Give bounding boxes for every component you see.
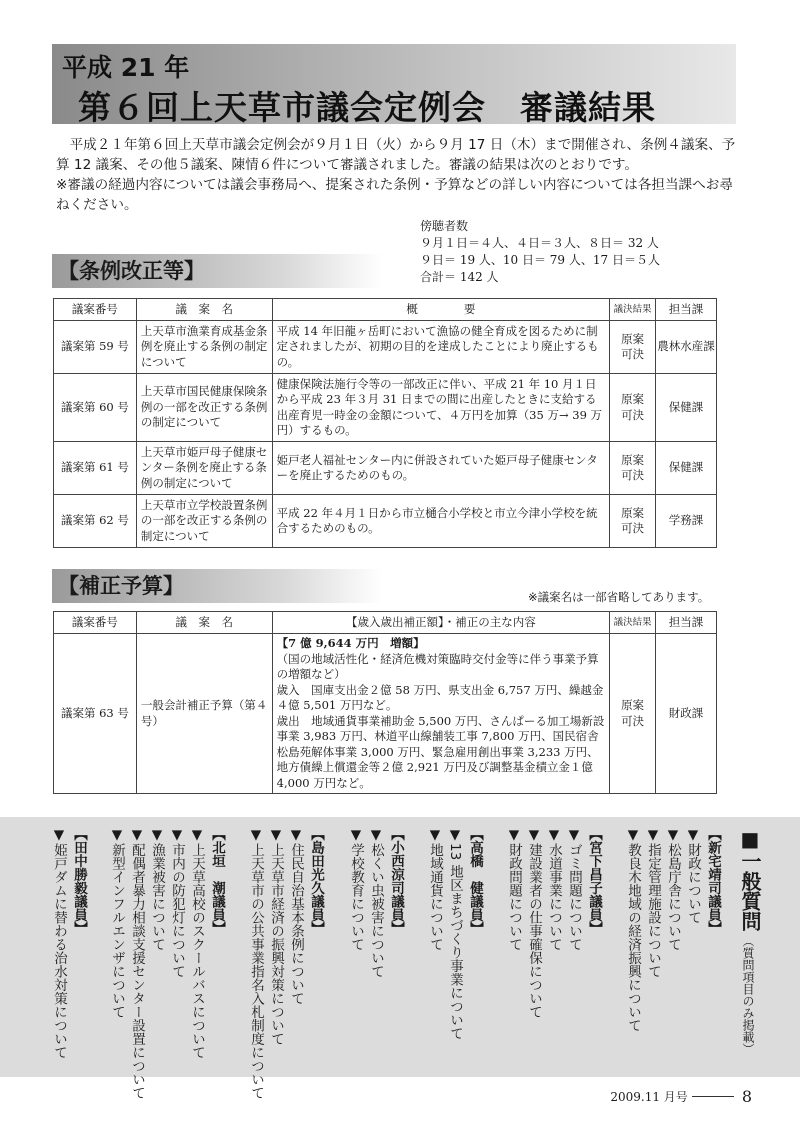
bill-summary: 健康保険法施行令等の一部改正に伴い、平成 21 年 10 月１日から平成 23 年３月 31 日までの間に出産したときに支給する出産育児一時金の金額について、４万円を加算（35 万→ 39 万円）するもの。 xyxy=(272,374,609,442)
member-name: 【島田光久議員】 xyxy=(308,827,324,935)
bill-summary: 平成 14 年旧龍ヶ岳町において漁協の健全育成を図るために制定されましたが、初期の目的を達成したことにより廃止するもの。 xyxy=(272,321,609,374)
bill-dept: 学務課 xyxy=(656,495,717,548)
table-row xyxy=(54,442,717,495)
question-item: ▼財政問題について xyxy=(506,827,522,951)
bill-result: 原案可決 xyxy=(610,495,656,548)
bill-number: 議案第 59 号 xyxy=(54,321,137,374)
bill-dept: 保健課 xyxy=(656,442,717,495)
question-item: ▼松島庁舎について xyxy=(665,827,681,951)
bill-name: 上天草市国民健康保険条例の一部を改正する条例の制定について xyxy=(136,374,272,442)
audience-box xyxy=(420,218,660,286)
col-header: 議決結果 xyxy=(610,612,656,634)
table-row xyxy=(54,495,717,548)
col-header: 議決結果 xyxy=(610,299,656,321)
col-header: 担当課 xyxy=(656,299,717,321)
ordinance-heading: 【条例改正等】 xyxy=(52,254,382,288)
bill-dept: 財政課 xyxy=(656,634,717,794)
footer-rule xyxy=(692,1096,734,1097)
bill-number: 議案第 61 号 xyxy=(54,442,137,495)
bill-result: 原案可決 xyxy=(610,442,656,495)
questions-subheading: （質問項目のみ掲載） xyxy=(741,935,755,1055)
intro-text xyxy=(56,135,736,215)
page-footer xyxy=(610,1087,752,1106)
col-header: 【歳入歳出補正額】・補正の主な内容 xyxy=(272,612,609,634)
question-item: ▼財政について xyxy=(685,827,701,924)
member-name: 【小西涼司議員】 xyxy=(388,827,404,935)
question-item: ▼松くい虫被害について xyxy=(368,827,384,978)
question-item: ▼水道事業について xyxy=(546,827,562,951)
question-item: ▼指定管理施設について xyxy=(645,827,661,978)
budget-detail-3: 歳出 地域通貨事業補助金 5,500 万円、さんぱーる加工場新設事業 3,983 万円、林道平山線舗装工事 7,800 万円、国民宿舎松島苑解体事業 3,000 万円、緊急雇用創出事業 3,233 万円、地方債繰上償還金等２億 2,921 万円及び調整基金積立金１億 4,000 万円など。 xyxy=(276,713,605,790)
member-name: 【高橋 健議員】 xyxy=(467,827,483,935)
audience-title: 傍聴者数 xyxy=(420,219,469,233)
col-header: 議案番号 xyxy=(54,299,137,321)
budget-amount: 【7 億 9,644 万円 増額】 xyxy=(276,636,425,650)
budget-detail-2: 歳入 国庫支出金２億 58 万円、県支出金 6,757 万円、繰越金４億 5,501 万円など。 xyxy=(276,682,604,712)
budget-table xyxy=(53,611,717,794)
member-name: 【北垣 潮議員】 xyxy=(209,827,225,935)
question-item: ▼上天草市経済の振興対策について xyxy=(268,827,284,1046)
member-name: 【田中勝毅議員】 xyxy=(71,827,87,935)
audience-line-2: ９日＝ 19 人、10 日＝ 79 人、17 日＝５人 xyxy=(420,253,660,267)
title-banner xyxy=(52,44,736,127)
table-header-row xyxy=(54,299,717,321)
page-number: 8 xyxy=(741,1087,752,1106)
ordinance-table xyxy=(53,298,717,548)
col-header: 担当課 xyxy=(656,612,717,634)
bill-number: 議案第 63 号 xyxy=(54,634,137,794)
bill-name: 一般会計補正予算（第４号） xyxy=(136,634,272,794)
bill-summary: 平成 22 年４月１日から市立樋合小学校と市立今津小学校を統合するためのもの。 xyxy=(272,495,609,548)
questions-heading: ■一般質問 xyxy=(738,827,762,931)
bill-dept: 農林水産課 xyxy=(656,321,717,374)
audience-total: 合計＝ 142 人 xyxy=(420,270,499,284)
question-item: ▼上天草高校のスクールバスについて xyxy=(189,827,205,1059)
question-item: ▼市内の防犯灯について xyxy=(169,827,185,978)
bill-result: 原案可決 xyxy=(610,374,656,442)
question-item: ▼建設業者の仕事確保について xyxy=(526,827,542,1019)
bill-name: 上天草市漁業育成基金条例を廃止する条例の制定について xyxy=(136,321,272,374)
budget-note: ※議案名は一部省略してあります。 xyxy=(528,590,710,604)
question-item: ▼姫戸ダムに替わる治水対策について xyxy=(51,827,67,1059)
question-item: ▼ゴミ問題について xyxy=(566,827,582,951)
audience-line-1: ９月１日＝４人、４日＝３人、８日＝ 32 人 xyxy=(420,236,659,250)
question-item: ▼住民自治基本条例について xyxy=(288,827,304,1005)
question-item: ▼配偶者暴力相談支援センター設置について xyxy=(129,827,145,1100)
col-header: 議 案 名 xyxy=(136,612,272,634)
issue-label: 2009.11 月号 xyxy=(610,1090,688,1104)
table-row xyxy=(54,374,717,442)
bill-result: 原案可決 xyxy=(610,321,656,374)
budget-detail-1: （国の地域活性化・経済危機対策臨時交付金等に伴う事業予算の増額など） xyxy=(276,651,599,681)
budget-heading: 【補正予算】 xyxy=(52,569,382,603)
question-item: ▼上天草市の公共事業指名入札制度について xyxy=(248,827,264,1100)
page-title: 第６回上天草市議会定例会 審議結果 xyxy=(78,88,656,127)
bill-name: 上天草市立学校設置条例の一部を改正する条例の制定について xyxy=(136,495,272,548)
question-item: ▼教良木地域の経済振興について xyxy=(625,827,641,1032)
question-item: ▼地域通貨について xyxy=(427,827,443,951)
member-name: 【新宅靖司議員】 xyxy=(705,827,721,935)
question-item: ▼新型インフルエンザについて xyxy=(109,827,125,1019)
col-header: 議 案 名 xyxy=(136,299,272,321)
bill-result: 原案可決 xyxy=(610,634,656,794)
bill-summary: 姫戸老人福祉センター内に併設されていた姫戸母子健康センターを廃止するためのもの。 xyxy=(272,442,609,495)
col-header: 議案番号 xyxy=(54,612,137,634)
table-row xyxy=(54,321,717,374)
col-header: 概 要 xyxy=(272,299,609,321)
bill-dept: 保健課 xyxy=(656,374,717,442)
bill-name: 上天草市姫戸母子健康センター条例を廃止する条例の制定について xyxy=(136,442,272,495)
member-name: 【宮下昌子議員】 xyxy=(586,827,602,935)
bill-number: 議案第 60 号 xyxy=(54,374,137,442)
bill-number: 議案第 62 号 xyxy=(54,495,137,548)
question-item: ▼13 地区まちづくり事業について xyxy=(447,827,463,1040)
session-year: 平成 21 年 xyxy=(62,53,190,82)
intro-note: ※審議の経過内容については議会事務局へ、提案された条例・予算などの詳しい内容については各担当課へお尋ねください。 xyxy=(56,177,733,213)
table-header-row xyxy=(54,612,717,634)
question-item: ▼学校教育について xyxy=(348,827,364,951)
table-row xyxy=(54,634,717,794)
question-item: ▼漁業被害について xyxy=(149,827,165,951)
intro-paragraph: 平成２１年第６回上天草市議会定例会が９月１日（火）から９月 17 日（木）まで開催され、条例４議案、予算 12 議案、その他５議案、陳情６件について審議されました。審議の結果は次のとおりです。 xyxy=(56,137,736,173)
bill-detail xyxy=(272,634,609,794)
